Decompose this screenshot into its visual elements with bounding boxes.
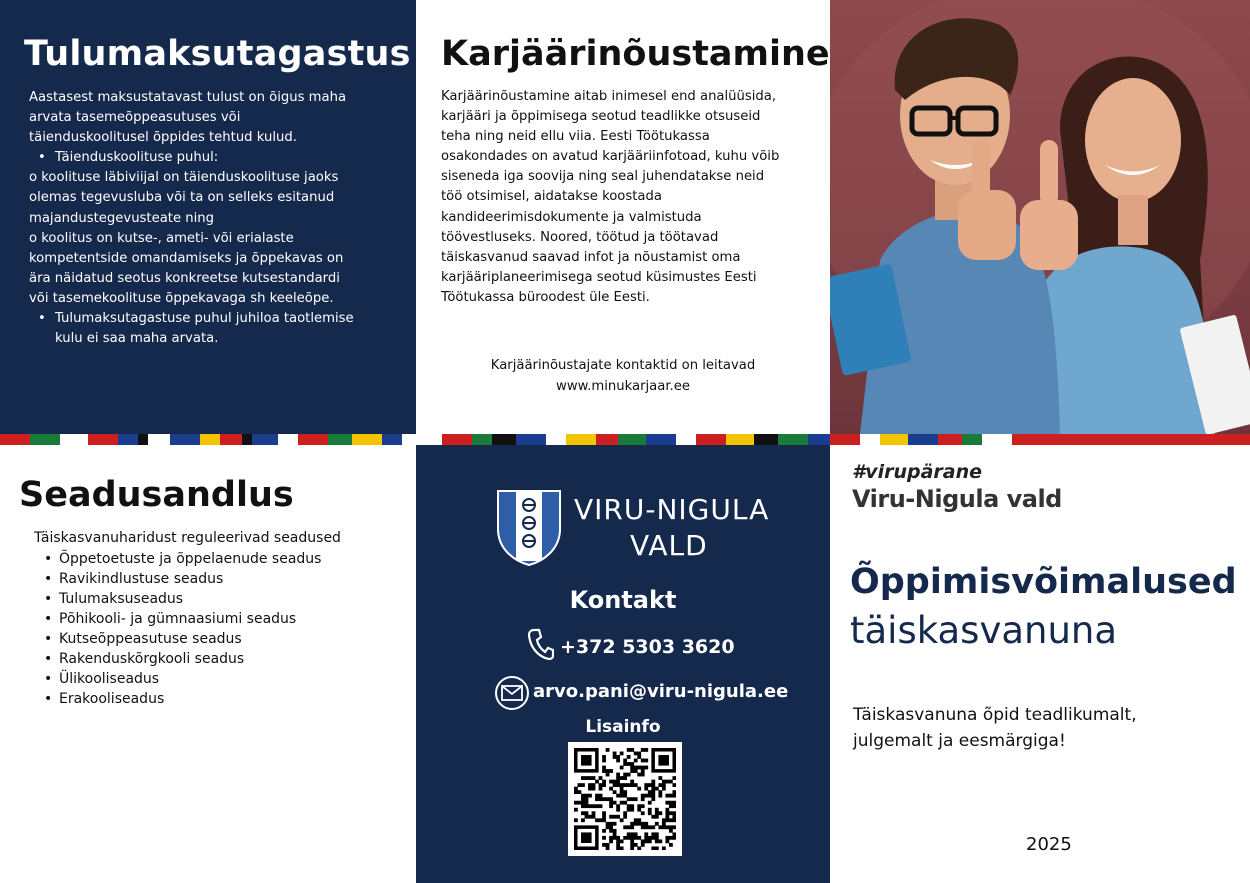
- seadusandlus-title: Seadusandlus: [19, 475, 294, 515]
- stripe-segment: [88, 434, 118, 445]
- mail-icon: [494, 675, 530, 711]
- contact-line: Karjäärinõustajate kontaktid on leitavad: [490, 358, 756, 373]
- law-item: • Kutseõppeasutuse seadus: [59, 629, 321, 649]
- stripe-segment: [472, 434, 492, 445]
- website-link[interactable]: www.minukarjaar.ee: [556, 378, 690, 394]
- decorative-stripe: [0, 434, 1250, 445]
- stripe-segment: [754, 434, 778, 445]
- cover-tagline: Täiskasvanuna õpid teadlikumalt, julgemalt ja eesmärgiga!: [853, 705, 1137, 751]
- crest-icon: [496, 489, 562, 567]
- stripe-segment: [596, 434, 618, 445]
- stripe-segment: [170, 434, 200, 445]
- stripe-segment: [938, 434, 962, 445]
- stripe-segment: [646, 434, 676, 445]
- law-item: • Õppetoetuste ja õppelaenude seadus: [59, 549, 321, 569]
- seadusandlus-panel: [0, 445, 416, 883]
- stripe-segment: [352, 434, 382, 445]
- cover-subheading: täiskasvanuna: [850, 609, 1118, 652]
- law-item: • Erakooliseadus: [59, 689, 321, 709]
- tulumaksutagastus-bullet-1: • Täienduskoolituse puhul:: [29, 148, 359, 168]
- seadusandlus-intro: Täiskasvanuharidust reguleerivad seadused: [34, 530, 341, 546]
- hashtag: #virupärane: [852, 461, 983, 483]
- stripe-segment: [726, 434, 754, 445]
- stripe-segment: [278, 434, 298, 445]
- tulumaksutagastus-title: Tulumaksutagastus: [24, 34, 411, 74]
- stripe-segment: [778, 434, 808, 445]
- stripe-segment: [242, 434, 252, 445]
- stripe-segment: [220, 434, 242, 445]
- more-info-label: Lisainfo: [585, 717, 661, 737]
- karjaarinoustamine-body: Karjäärinõustamine aitab inimesel end analüüsida, karjääri ja õppimisega seotud teadlikke otsuseid teha ning neid ellu viia. Eesti Töötukassa osakondades on avatud karjääriinfotoad, kuhu võib siseneda iga soovija ning seal juhendatakse neid töö otsimisel, aidatakse koostada kandideerimisdokumente ja valmistuda töövestluseks. Noored, töötud ja töötavad täiskasvanud saavad infot ja nõustamist oma karjääriplaneerimisega seotud küsimustes Eesti Töötukassa büroodest üle Eesti.: [441, 89, 780, 305]
- law-item: • Tulumaksuseadus: [59, 589, 321, 609]
- tulumaksutagastus-condition-1: o koolituse läbiviijal on täienduskoolituse jaoks olemas tegevusluba või ta on selleks esitanud majandustegevusteate ning: [29, 170, 339, 226]
- cover-panel: [830, 445, 1250, 883]
- phone-number[interactable]: +372 5303 3620: [560, 636, 735, 658]
- karjaarinoustamine-contact: [416, 356, 830, 397]
- students-photo: [830, 0, 1250, 434]
- stripe-segment: [566, 434, 596, 445]
- municipality-name: Viru-Nigula vald: [852, 485, 1062, 513]
- tulumaksutagastus-bullet-2: • Tulumaksutagastuse puhul juhiloa taotlemise kulu ei saa maha arvata.: [29, 309, 359, 349]
- stripe-segment: [618, 434, 646, 445]
- kontakt-title: Kontakt: [569, 586, 677, 614]
- stripe-segment: [252, 434, 278, 445]
- stripe-segment: [908, 434, 938, 445]
- laws-list: [59, 549, 321, 709]
- stripe-segment: [808, 434, 830, 445]
- tulumaksutagastus-condition-2: o koolitus on kutse-, ameti- või erialaste kompetentside omandamiseks ja õppekavas on ära näidatud seotus konkreetse kutsestandardi või tasemekoolituse õppekavaga sh keeleõpe.: [29, 230, 344, 306]
- tulumaksutagastus-body: [29, 88, 359, 349]
- stripe-segment: [328, 434, 352, 445]
- org-name-line-2: VALD: [630, 529, 708, 562]
- qr-code[interactable]: [568, 742, 682, 856]
- stripe-segment: [402, 434, 442, 445]
- students-thumbs-up-illustration: [830, 0, 1250, 434]
- qr-code-image: [574, 748, 676, 850]
- stripe-segment: [30, 434, 60, 445]
- stripe-segment: [492, 434, 516, 445]
- tulumaksutagastus-panel: [0, 0, 416, 434]
- law-item: • Põhikooli- ja gümnaasiumi seadus: [59, 609, 321, 629]
- email-address[interactable]: arvo.pani@viru-nigula.ee: [533, 681, 789, 702]
- stripe-segment: [982, 434, 1012, 445]
- stripe-segment: [860, 434, 880, 445]
- stripe-segment: [442, 434, 472, 445]
- stripe-segment: [1012, 434, 1250, 445]
- kontakt-panel: [416, 445, 830, 883]
- stripe-segment: [696, 434, 726, 445]
- stripe-segment: [148, 434, 170, 445]
- stripe-segment: [962, 434, 982, 445]
- law-item: • Ravikindlustuse seadus: [59, 569, 321, 589]
- karjaarinoustamine-panel: [416, 0, 830, 434]
- stripe-segment: [0, 434, 30, 445]
- law-item: • Rakenduskõrgkooli seadus: [59, 649, 321, 669]
- tulumaksutagastus-intro: Aastasest maksustatavast tulust on õigus maha arvata tasemeõppeasutuses või täienduskoolitusel õppides tehtud kulud.: [29, 90, 347, 146]
- cover-year: 2025: [1026, 834, 1072, 855]
- stripe-segment: [676, 434, 696, 445]
- stripe-segment: [200, 434, 220, 445]
- phone-icon: [528, 628, 554, 660]
- stripe-segment: [298, 434, 328, 445]
- stripe-segment: [138, 434, 148, 445]
- cover-heading: Õppimisvõimalused: [850, 562, 1237, 602]
- stripe-segment: [546, 434, 566, 445]
- karjaarinoustamine-title: Karjäärinõustamine: [441, 34, 830, 74]
- stripe-segment: [516, 434, 546, 445]
- stripe-segment: [60, 434, 88, 445]
- law-item: • Ülikooliseadus: [59, 669, 321, 689]
- stripe-segment: [830, 434, 860, 445]
- org-name-line-1: VIRU-NIGULA: [574, 493, 770, 526]
- stripe-segment: [880, 434, 908, 445]
- stripe-segment: [382, 434, 402, 445]
- stripe-segment: [118, 434, 138, 445]
